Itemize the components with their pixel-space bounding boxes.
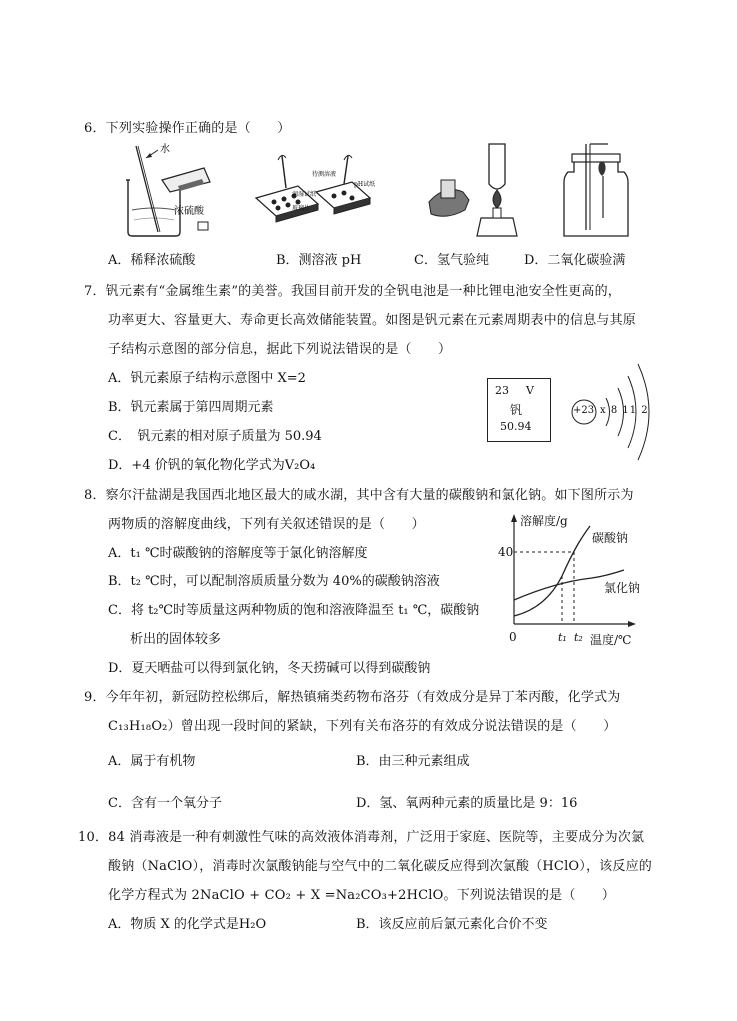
q6-option-a: A．稀释浓硫酸 xyxy=(108,253,196,268)
y-axis-arrow xyxy=(511,514,517,522)
q10-line-1: 10．84 消毒液是一种有刺激性气味的高效液体消毒剂，广泛用于家庭、医院等，主要成分为次氯 xyxy=(78,830,645,845)
q9-option-c: C．含有一个氧分子 xyxy=(108,796,222,811)
q7-option-c: C． 钒元素的相对原子质量为 50.94 xyxy=(108,429,322,444)
q8-option-a: A．t₁ ℃时碳酸钠的溶解度等于氯化钠溶解度 xyxy=(108,546,368,561)
chart-x-tick-t1: t₁ xyxy=(558,631,567,644)
label-solution: 待测溶液 xyxy=(312,171,337,178)
element-name: 钒 xyxy=(510,403,523,417)
q8-option-c-line-1: C．将 t₂℃时等质量这两种物质的饱和溶液降温至 t₁ ℃，碳酸钠 xyxy=(108,603,480,618)
q7-line-3: 子结构示意图的部分信息，据此下列说法错误的是（ ） xyxy=(108,342,452,357)
q9-option-a: A．属于有机物 xyxy=(108,754,196,769)
q9-option-d: D．氢、氧两种元素的质量比是 9：16 xyxy=(356,796,578,811)
chart-xlabel: 温度/℃ xyxy=(590,633,632,647)
x-axis-arrow xyxy=(628,621,636,627)
atom-nucleus-charge: +23 xyxy=(573,405,595,416)
q6-option-c: C．氢气验纯 xyxy=(414,253,489,268)
q6-option-b: B．测溶液 pH xyxy=(276,253,362,268)
q10-line-3: 化学方程式为 2NaClO + CO₂ + X =Na₂CO₃+2HClO。下列说法错误的是（ ） xyxy=(108,888,616,903)
q6-stem: 6．下列实验操作正确的是（ ） xyxy=(84,121,291,136)
label-conc-acid: 浓硫酸 xyxy=(174,206,204,217)
figure-measure-ph xyxy=(252,150,382,230)
q8-option-d: D．夏天晒盐可以得到氯化钠，冬天捞碱可以得到碳酸钠 xyxy=(108,661,431,676)
q7-line-1: 7．钒元素有“金属维生素”的美誉。我国目前开发的全钒电池是一种比锂电池安全性更高的， xyxy=(84,284,621,299)
q8-line-2: 两物质的溶解度曲线，下列有关叙述错误的是（ ） xyxy=(108,517,425,532)
chart-series-label-sodium-carbonate: 碳酸钠 xyxy=(592,531,629,545)
figure-dilute-acid xyxy=(118,140,228,240)
atom-shell-electrons: x 8 11 2 xyxy=(600,405,649,416)
label-water: 水 xyxy=(160,144,170,155)
label-glass: 玻璃片 xyxy=(292,205,311,212)
q9-option-b: B．由三种元素组成 xyxy=(356,754,470,769)
label-ph-paper: pH试纸 xyxy=(354,181,376,188)
q7-option-b: B．钒元素属于第四周期元素 xyxy=(108,400,274,415)
curve-sodium-carbonate xyxy=(514,526,590,616)
chart-origin: 0 xyxy=(509,630,517,644)
figure-co2-test xyxy=(556,142,636,242)
q10-line-2: 酸钠（NaClO），消毒时次氯酸钠能与空气中的二氧化碳反应得到次氯酸（HClO），该反应的 xyxy=(108,859,652,874)
chart-y-tick-40: 40 xyxy=(498,545,514,559)
element-card xyxy=(487,378,551,442)
figure-hydrogen-test xyxy=(425,140,525,240)
q8-option-c-line-2: 析出的固体较多 xyxy=(130,632,222,647)
q9-line-1: 9．今年年初，新冠防控松绑后，解热镇痛类药物布洛芬（有效成分是异丁苯丙酸，化学式为 xyxy=(84,690,621,705)
q7-option-a: A．钒元素原子结构示意图中 X=2 xyxy=(108,371,306,386)
q9-line-2: C₁₃H₁₈O₂）曾出现一段时间的紧缺，下列有关布洛芬的有效成分说法错误的是（ ） xyxy=(108,719,617,734)
q10-option-a: A．物质 X 的化学式是H₂O xyxy=(108,917,267,932)
chart-ylabel: 溶解度/g xyxy=(520,514,568,528)
q8-line-1: 8．察尔汗盐湖是我国西北地区最大的咸水湖，其中含有大量的碳酸钠和氯化钠。如下图所示为 xyxy=(84,488,634,503)
element-number: 23 xyxy=(495,384,509,397)
q8-option-b: B．t₂ ℃时，可以配制溶质质量分数为 40%的碳酸钠溶液 xyxy=(108,574,440,589)
q6-option-d: D．二氧化碳验满 xyxy=(524,253,626,268)
q7-option-d: D．+4 价钒的氧化物化学式为V₂O₄ xyxy=(108,458,316,473)
q10-option-b: B．该反应前后氯元素化合价不变 xyxy=(356,917,548,932)
label-wet-paper: 润湿试纸 xyxy=(292,191,317,198)
element-mass: 50.94 xyxy=(500,420,532,433)
chart-x-tick-t2: t₂ xyxy=(574,631,583,644)
q7-line-2: 功率更大、容量更大、寿命更长高效储能装置。如图是钒元素在元素周期表中的信息与其原 xyxy=(108,313,637,328)
chart-series-label-sodium-chloride: 氯化钠 xyxy=(604,581,641,595)
element-symbol: V xyxy=(526,384,534,397)
